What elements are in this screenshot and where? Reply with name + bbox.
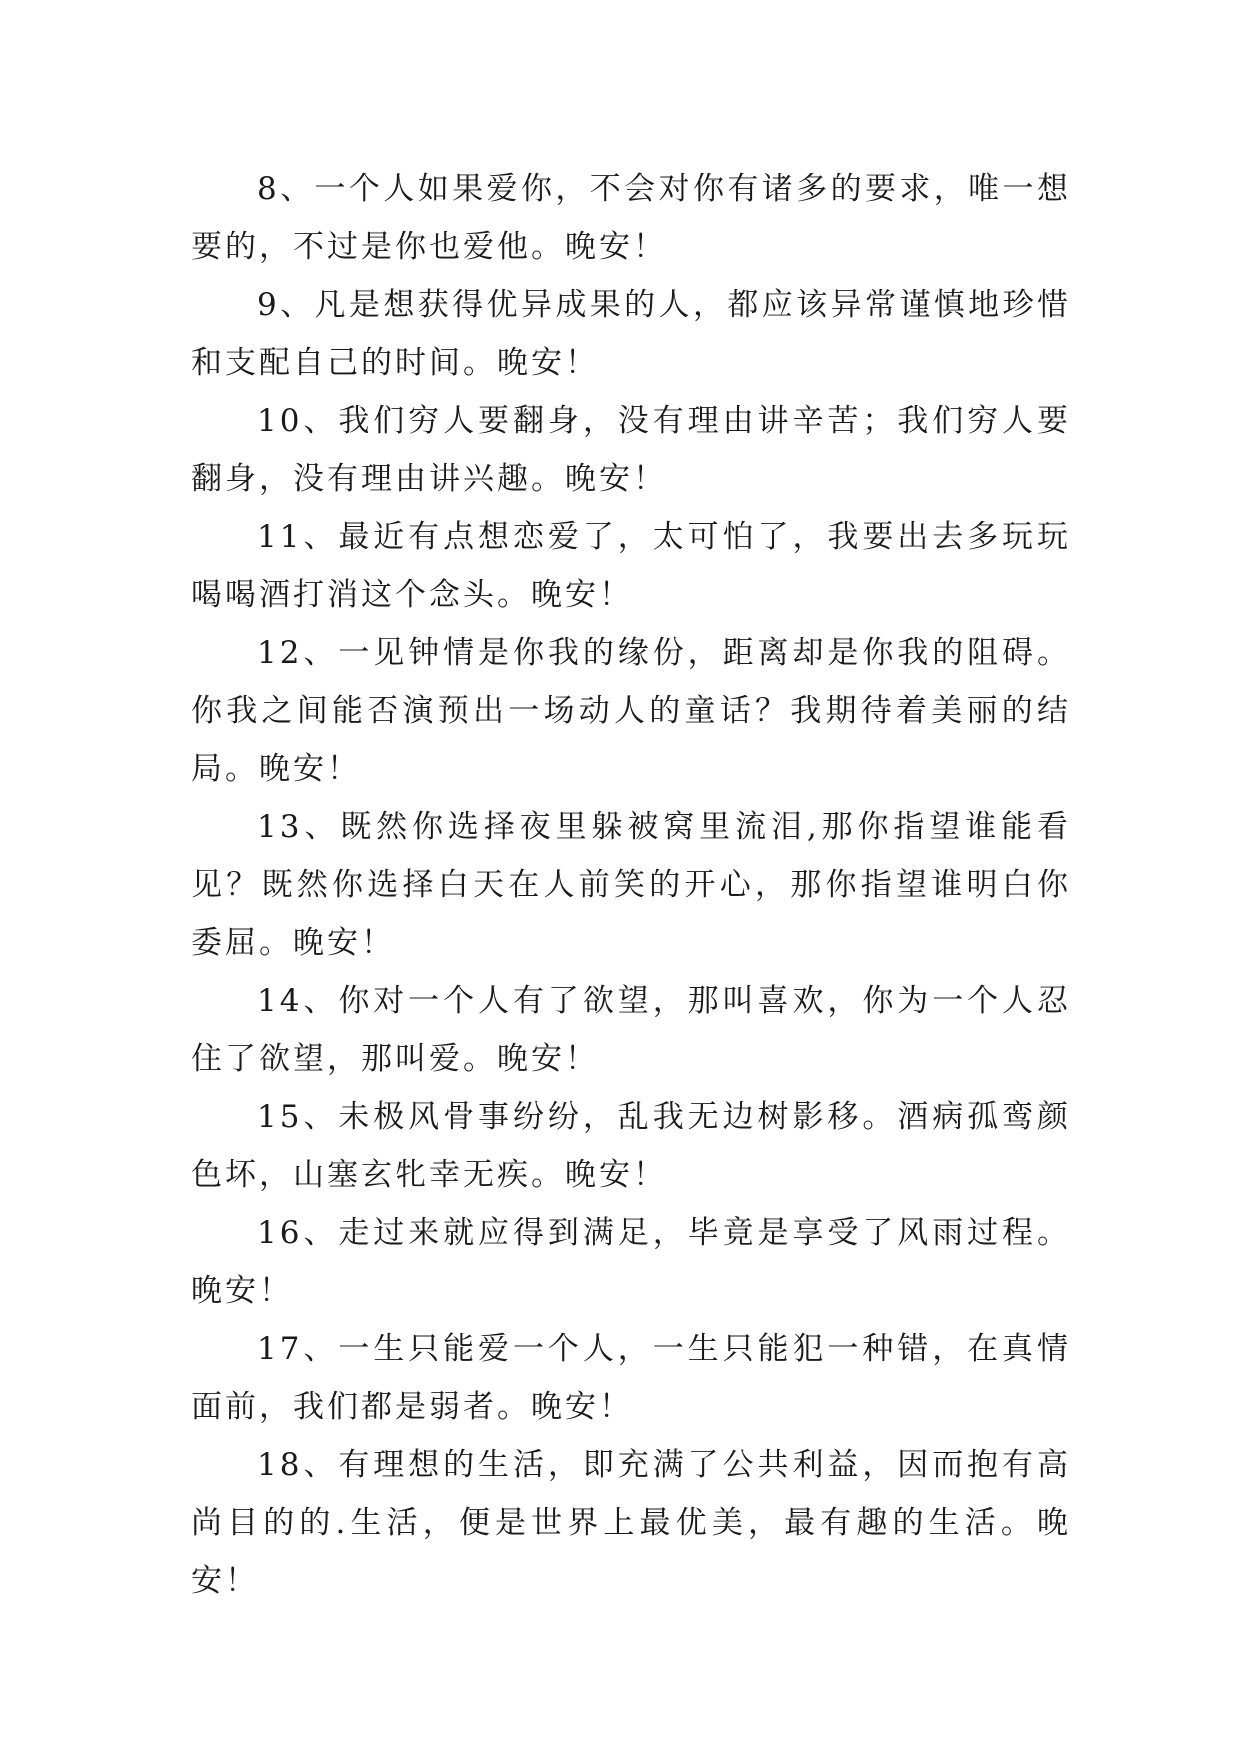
document-body: [191, 160, 1071, 1610]
paragraph-15: 15、未极风骨事纷纷，乱我无边树影移。酒病孤鸾颜色坏，山塞玄牝幸无疾。晚安！: [191, 1099, 1071, 1193]
paragraph-13: 13、既然你选择夜里躲被窝里流泪,那你指望谁能看见？既然你选择白天在人前笑的开心，那你指望谁明白你委屈。晚安！: [191, 809, 1071, 961]
paragraph-8: 8、一个人如果爱你，不会对你有诸多的要求，唯一想要的，不过是你也爱他。晚安！: [191, 171, 1071, 265]
paragraph-16: 16、走过来就应得到满足，毕竟是享受了风雨过程。晚安！: [191, 1215, 1071, 1309]
paragraph-14: 14、你对一个人有了欲望，那叫喜欢，你为一个人忍住了欲望，那叫爱。晚安！: [191, 983, 1071, 1077]
paragraph-11: 11、最近有点想恋爱了，太可怕了，我要出去多玩玩喝喝酒打消这个念头。晚安！: [191, 519, 1071, 613]
paragraph-12: 12、一见钟情是你我的缘份，距离却是你我的阻碍。你我之间能否演预出一场动人的童话？我期待着美丽的结局。晚安！: [191, 635, 1071, 787]
paragraph-17: 17、一生只能爱一个人，一生只能犯一种错，在真情面前，我们都是弱者。晚安！: [191, 1331, 1071, 1425]
paragraph-9: 9、凡是想获得优异成果的人，都应该异常谨慎地珍惜和支配自己的时间。晚安！: [191, 287, 1071, 381]
paragraph-10: 10、我们穷人要翻身，没有理由讲辛苦；我们穷人要翻身，没有理由讲兴趣。晚安！: [191, 403, 1071, 497]
paragraph-18: 18、有理想的生活，即充满了公共利益，因而抱有高尚目的的.生活，便是世界上最优美，最有趣的生活。晚安！: [191, 1447, 1071, 1599]
